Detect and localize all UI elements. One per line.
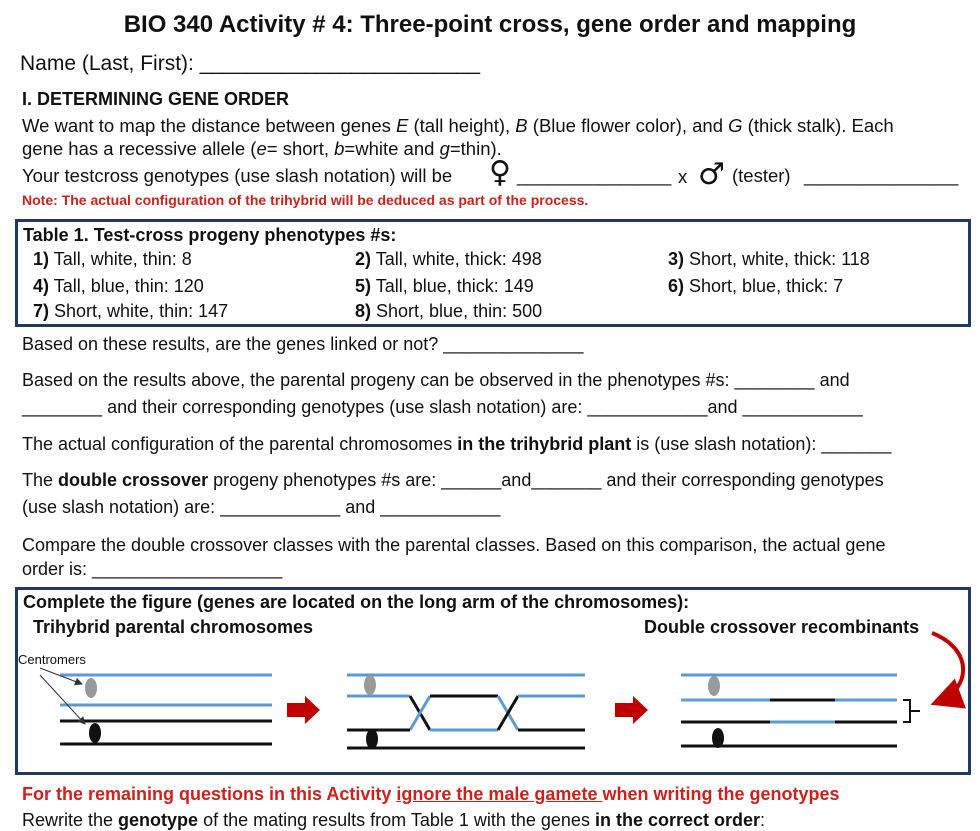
- footer-text: :: [760, 810, 766, 830]
- footer-emphasis: genotype: [118, 810, 199, 830]
- question-double-crossover-line1[interactable]: [22, 469, 884, 491]
- intro-line-2: [22, 138, 502, 160]
- testcross-label: Your testcross genotypes (use slash notation) will be: [22, 165, 453, 186]
- footer-text: For the remaining questions in this Activity: [22, 784, 397, 804]
- entry-text: Tall, blue, thick: 149: [371, 276, 534, 296]
- figure-left-label: Trihybrid parental chromosomes: [33, 617, 314, 637]
- entry-text: Short, white, thick: 118: [684, 249, 870, 269]
- intro-text: (thick stalk). Each: [742, 115, 894, 136]
- footer-text: Rewrite the: [22, 810, 119, 830]
- cross-x: x: [678, 166, 688, 187]
- table1-entry: [668, 248, 870, 270]
- entry-number: 6): [668, 276, 685, 296]
- intro-text: gene has a recessive allele (: [22, 138, 257, 159]
- question-parental-line1[interactable]: Based on the results above, the parental progeny can be observed in the phenotypes #s: ________ and: [22, 370, 850, 390]
- table1-title: Table 1. Test-cross progeny phenotypes #s:: [23, 225, 397, 245]
- question-text: The actual configuration of the parental chromosomes: [22, 434, 458, 454]
- footer-emphasis: in the correct order: [594, 810, 760, 830]
- note-text: Note: The actual configuration of the trihybrid will be deduced as part of the process.: [22, 192, 589, 208]
- female-symbol-icon: ♀: [489, 155, 511, 190]
- intro-text: We want to map the distance between genes: [22, 115, 397, 136]
- footer-rewrite: [22, 809, 765, 831]
- footer-text: of the mating results from Table 1 with the genes: [198, 810, 595, 830]
- question-emphasis: in the trihybrid plant: [457, 434, 632, 454]
- name-line: [20, 51, 480, 77]
- question-emphasis: double crossover: [58, 470, 209, 490]
- intro-text: =white and: [344, 138, 440, 159]
- intro-text: (tall height),: [408, 115, 516, 136]
- intro-line-1: [22, 115, 894, 137]
- entry-text: Tall, white, thin: 8: [49, 249, 192, 269]
- question-text: is (use slash notation): _______: [631, 434, 892, 454]
- table1-entry: [668, 275, 843, 297]
- question-text: The: [22, 470, 59, 490]
- footer-text: when writing the genotypes: [602, 784, 840, 804]
- entry-number: 3): [668, 249, 685, 269]
- footer-instruction: [22, 783, 839, 805]
- name-blank[interactable]: ________________________: [199, 52, 481, 75]
- centromeres-label: Centromers: [18, 652, 86, 667]
- entry-text: Short, blue, thick: 7: [684, 276, 844, 296]
- gene-b: B: [515, 115, 528, 136]
- intro-text: = short,: [266, 138, 335, 159]
- footer-underline: ignore the male gamete: [396, 784, 603, 804]
- table1-entry: [355, 275, 534, 297]
- question-linked[interactable]: Based on these results, are the genes linked or not? ______________: [22, 334, 584, 354]
- page-title: BIO 340 Activity # 4: Three-point cross, gene order and mapping: [123, 11, 857, 38]
- entry-text: Short, blue, thin: 500: [371, 301, 543, 321]
- figure-title: Complete the figure (genes are located on the long arm of the chromosomes):: [23, 592, 690, 612]
- question-configuration[interactable]: [22, 433, 891, 455]
- male-symbol-icon: ♂: [698, 157, 725, 192]
- gene-g: G: [728, 115, 743, 136]
- table1-entry: [33, 275, 204, 297]
- entry-number: 8): [355, 301, 372, 321]
- figure-right-label: Double crossover recombinants: [644, 617, 920, 637]
- question-parental-line2[interactable]: ________ and their corresponding genotypes (use slash notation) are: ____________and ____________: [22, 397, 863, 417]
- female-genotype-blank[interactable]: _______________: [517, 165, 672, 186]
- tester-genotype-blank[interactable]: _______________: [804, 165, 959, 186]
- entry-text: Tall, blue, thin: 120: [49, 276, 204, 296]
- entry-number: 4): [33, 276, 50, 296]
- entry-text: Tall, white, thick: 498: [371, 249, 542, 269]
- section-heading: I. DETERMINING GENE ORDER: [22, 89, 290, 109]
- entry-number: 5): [355, 276, 372, 296]
- gene-e: E: [396, 115, 409, 136]
- table1-entry: [33, 248, 192, 270]
- intro-text: (Blue flower color), and: [527, 115, 729, 136]
- table1-entry: [33, 300, 228, 322]
- allele-g: g: [439, 138, 450, 159]
- question-gene-order-line2[interactable]: order is: ___________________: [22, 559, 283, 579]
- entry-number: 1): [33, 249, 50, 269]
- intro-text: =thin).: [449, 138, 502, 159]
- question-gene-order-line1: Compare the double crossover classes with the parental classes. Based on this comparison, the actual gene: [22, 535, 886, 555]
- question-text: progeny phenotypes #s are: ______and_______ and their corresponding genotypes: [208, 470, 884, 490]
- allele-e: e: [256, 138, 267, 159]
- question-double-crossover-line2[interactable]: (use slash notation) are: ____________ and ____________: [22, 497, 501, 517]
- entry-text: Short, white, thin: 147: [49, 301, 229, 321]
- tester-label: (tester): [732, 165, 791, 186]
- table1-entry: [355, 248, 542, 270]
- name-label: Name (Last, First):: [20, 52, 200, 75]
- entry-number: 7): [33, 301, 50, 321]
- allele-b: b: [334, 138, 345, 159]
- table1-entry: [355, 300, 542, 322]
- entry-number: 2): [355, 249, 372, 269]
